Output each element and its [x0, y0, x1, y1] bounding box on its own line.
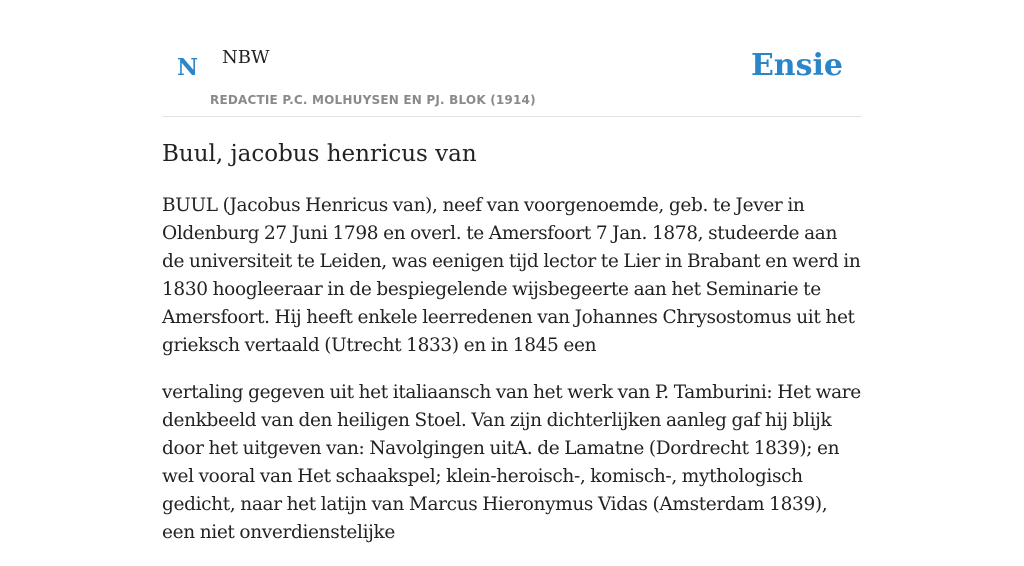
entry-paragraph: BUUL (Jacobus Henricus van), neef van voorgenoemde, geb. te Jever in Oldenburg 27 Juni 1798 en overl. te Amersfoort 7 Jan. 1878, studeerde aan de universiteit te Leiden, was eenigen tijd lector te Lier in Brabant en werd in 1830 hoogleeraar in de bespiegelende wijsbegeerte aan het Seminarie te Amersfoort. Hij heeft enkele leerredenen van Johannes Chrysostomus uit het grieksch vertaald (Utrecht 1833) en in 1845 een	[162, 195, 861, 356]
source-logo-icon[interactable]: N	[177, 54, 199, 81]
source-subtitle: REDACTIE P.C. MOLHUYSEN EN PJ. BLOK (1914)	[210, 93, 536, 107]
source-header	[162, 0, 862, 117]
entry-paragraph: vertaling gegeven uit het italiaansch van het werk van P. Tamburini: Het ware denkbeeld van den heiligen Stoel. Van zijn dichterlijken aanleg gaf hij blijk door het uitgeven van: Navolgingen uitA. de Lamatne (Dordrecht 1839); en wel vooral van Het schaakspel; klein-heroisch-, komisch-, mythologisch gedicht, naar het latijn van Marcus Hieronymus Vidas (Amsterdam 1839), een niet onverdienstelijke	[162, 382, 861, 543]
entry-title: Buul, jacobus henricus van	[162, 141, 477, 167]
brand-logo[interactable]: Ensie	[750, 48, 843, 83]
entry-body	[162, 192, 862, 566]
source-title[interactable]: NBW	[222, 47, 270, 68]
